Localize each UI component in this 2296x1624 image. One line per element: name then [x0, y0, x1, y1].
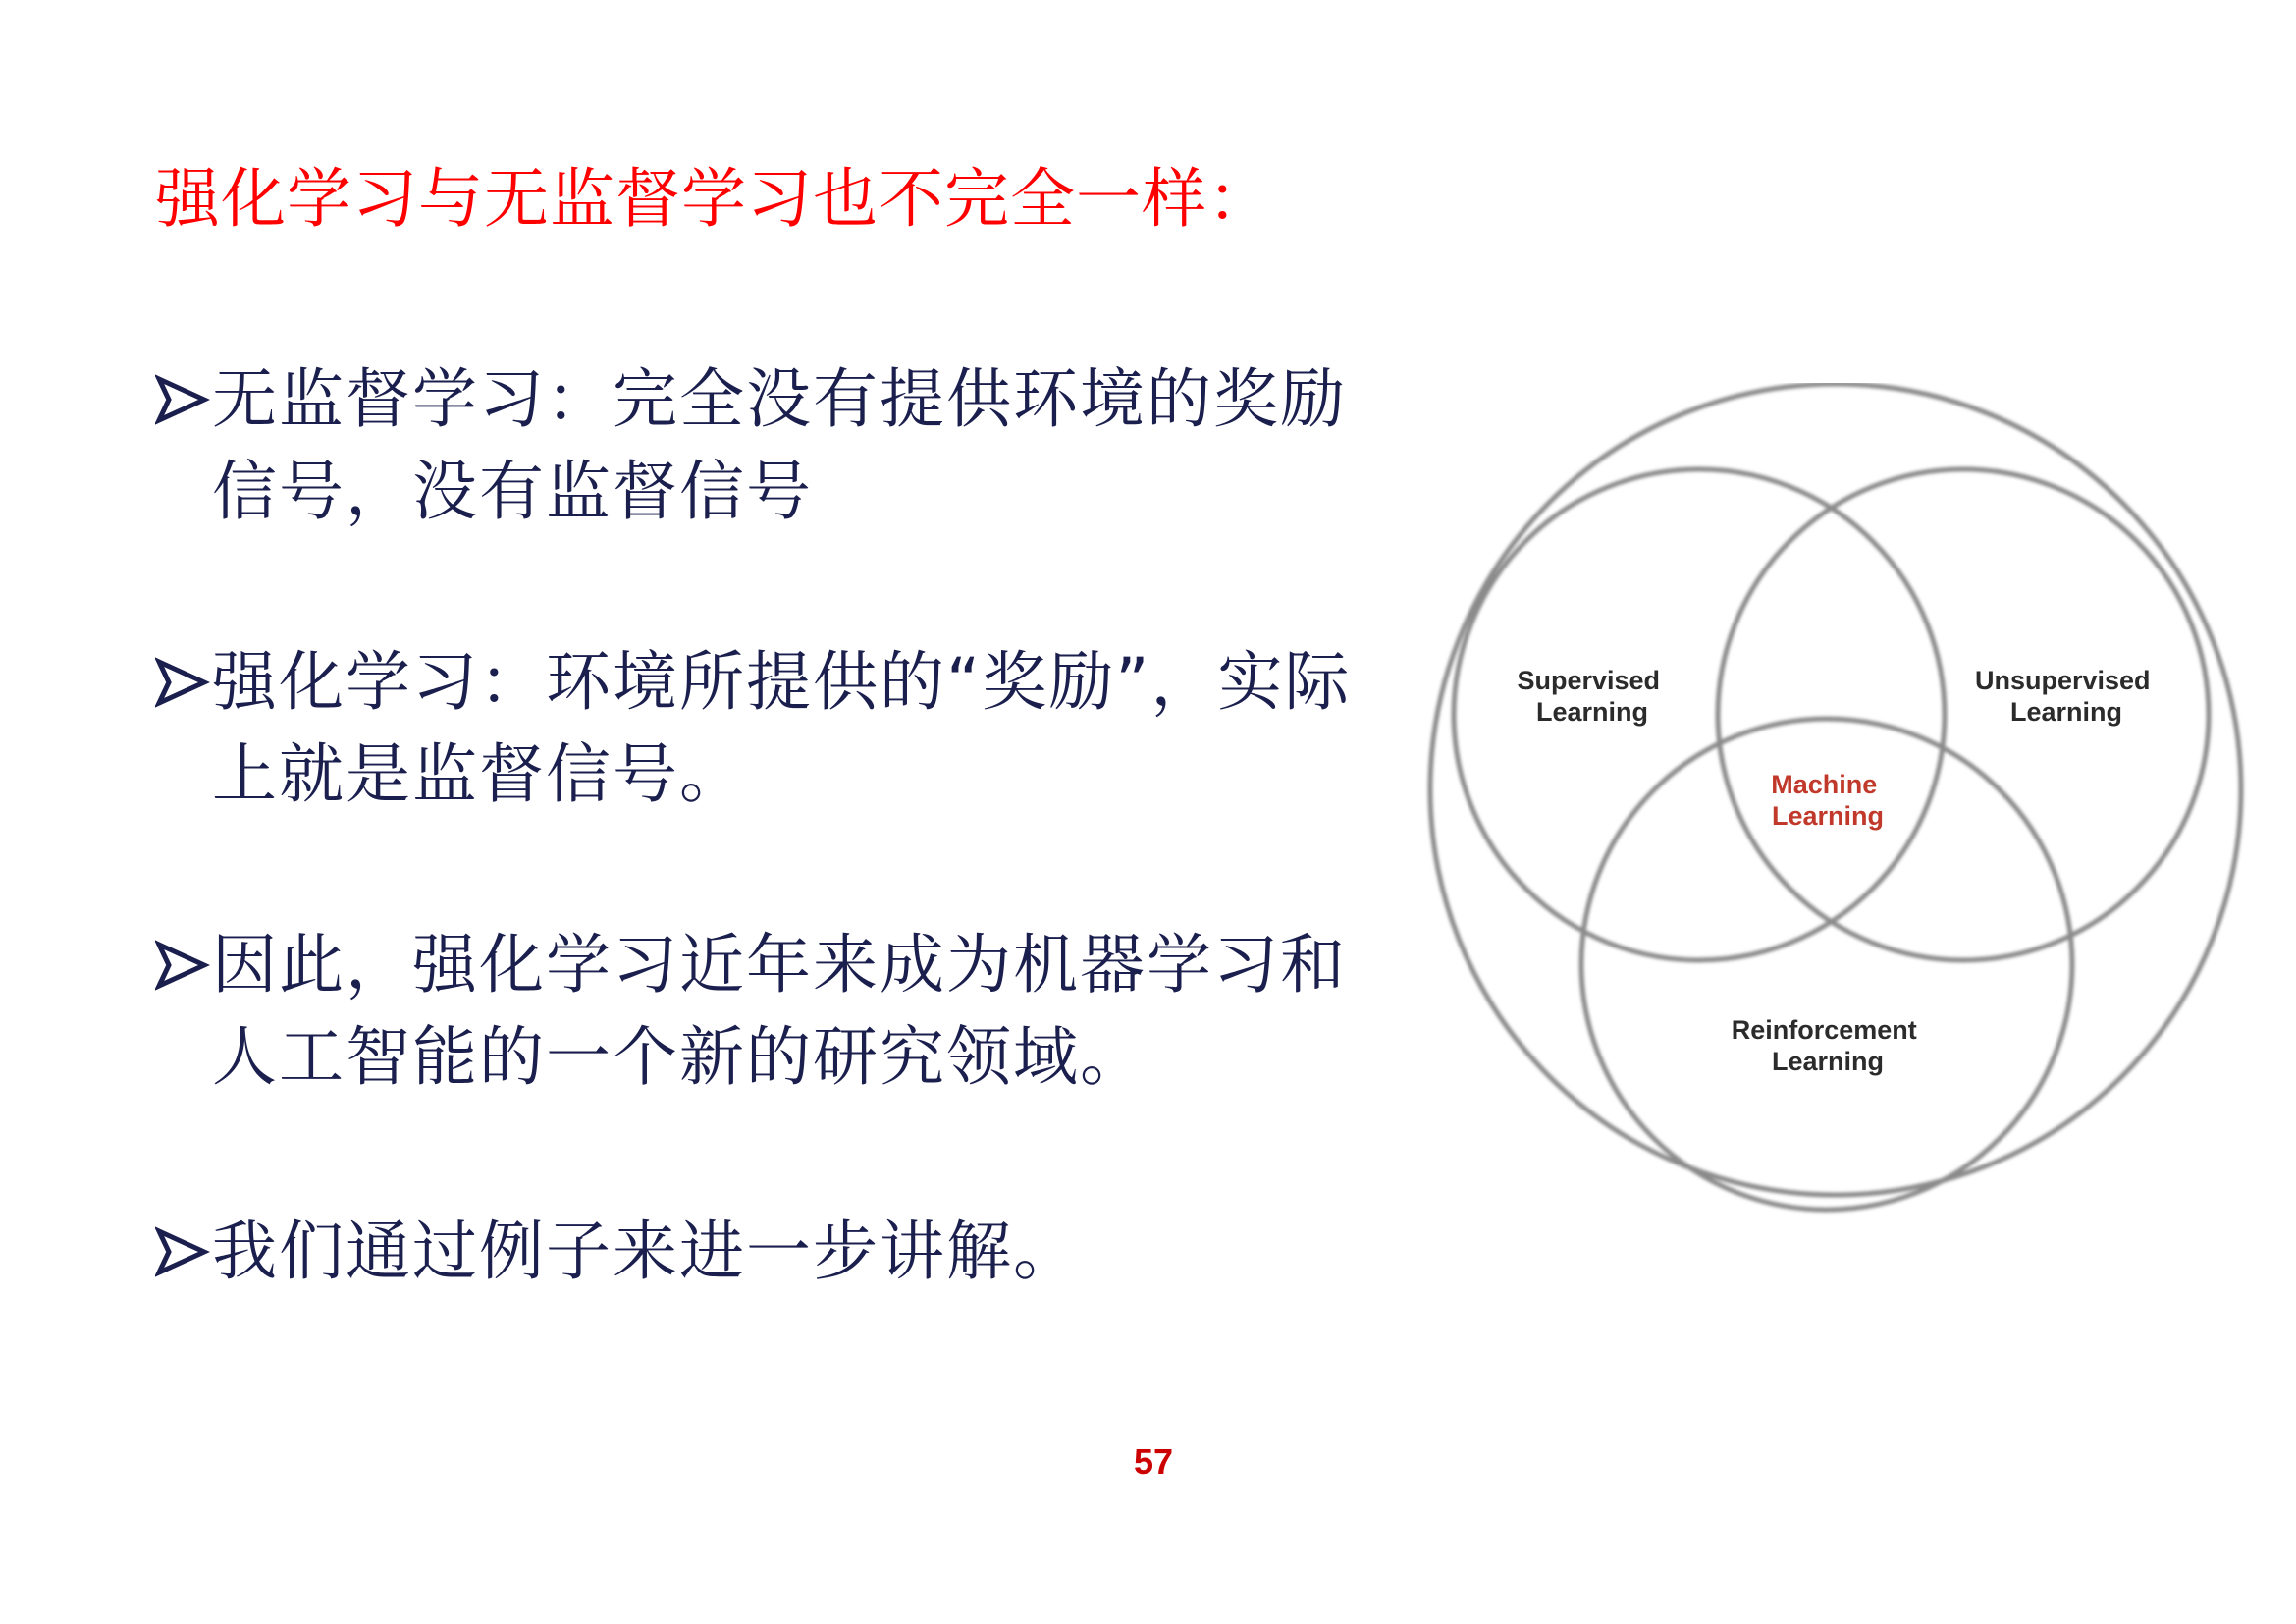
bullet-text: 我们通过例子来进一步讲解。 — [212, 1214, 1080, 1289]
page-number: 57 — [1133, 1441, 1174, 1482]
arrow-bullet-icon — [155, 1219, 210, 1284]
bullet-text: 强化学习：环境所提供的“奖励”，实际上就是监督信号。 — [212, 644, 1352, 812]
supervised-label: Supervised Learning — [1517, 666, 1661, 727]
arrow-bullet-icon — [155, 933, 210, 998]
unsupervised-label: Unsupervised Learning — [1974, 666, 2151, 727]
bullet-item — [155, 919, 1372, 1104]
bullet-item — [155, 1206, 1372, 1298]
unsupervised-circle — [1718, 469, 2209, 960]
bullet-item — [155, 353, 1372, 538]
bullet-text: 无监督学习：完全没有提供环境的奖励信号，没有监督信号 — [212, 361, 1347, 529]
venn-diagram-svg — [1414, 383, 2277, 1227]
bullet-item — [155, 636, 1372, 821]
reinforcement-label: Reinforcement Learning — [1731, 1015, 1917, 1076]
slide-title: 强化学习与无监督学习也不完全一样： — [155, 161, 1273, 237]
venn-diagram — [1414, 383, 2277, 1227]
supervised-circle — [1454, 469, 1945, 960]
arrow-bullet-icon — [155, 367, 210, 432]
bullet-text: 因此，强化学习近年来成为机器学习和人工智能的一个新的研究领域。 — [212, 927, 1347, 1095]
machine-learning-label: Machine Learning — [1771, 770, 1885, 831]
arrow-bullet-icon — [155, 650, 210, 715]
